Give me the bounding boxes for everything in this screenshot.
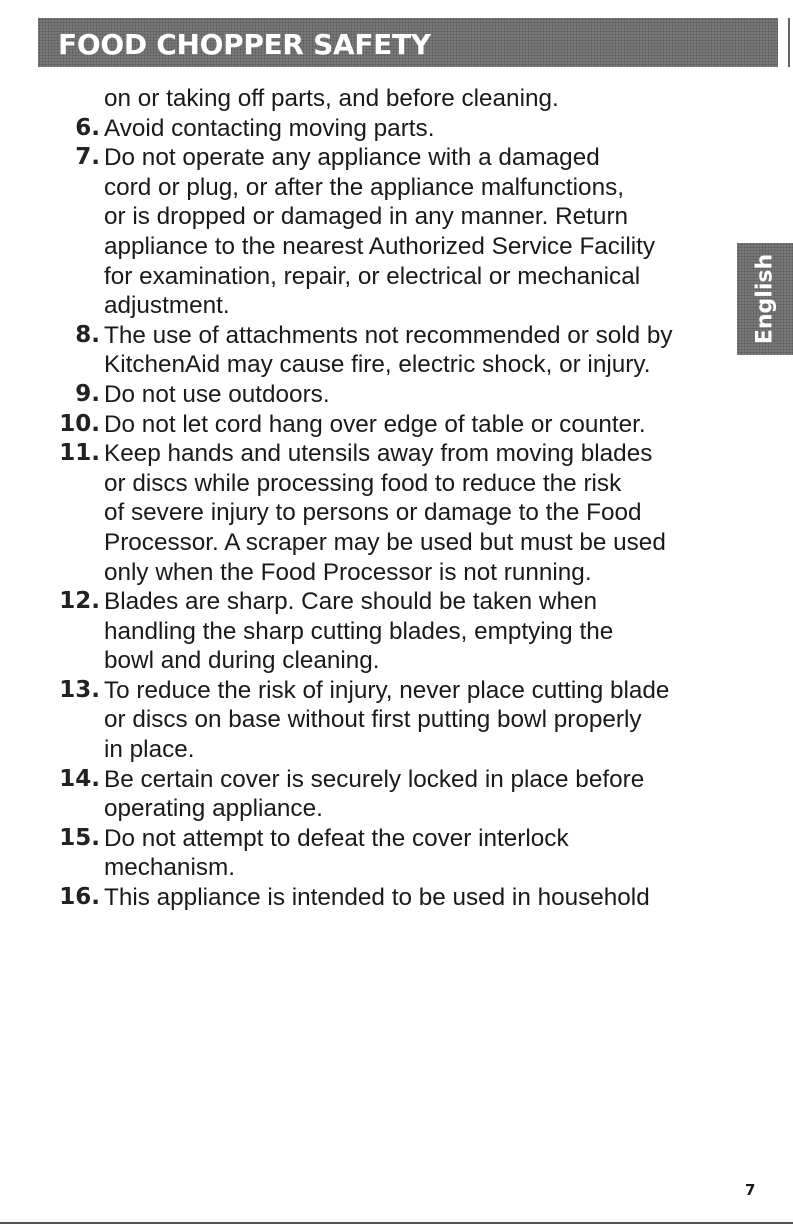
- list-item: [0, 410, 740, 440]
- item-number: 14.: [59, 765, 100, 792]
- list-item: [0, 765, 740, 824]
- item-text: Do not operate any appliance with a damaged cord or plug, or after the appliance malfunctions, or is dropped or damaged in any manner. Return appliance to the nearest Authorized Service Facility for examination, repair, or electrical or mechanical adjustment.: [104, 144, 656, 320]
- section-title: FOOD CHOPPER SAFETY: [58, 28, 431, 61]
- language-tab-label: English: [752, 253, 778, 345]
- item-text: Keep hands and utensils away from moving blades or discs while processing food to reduce the risk of severe injury to persons or damage to the Food Processor. A scraper may be used but must be used only when the Food Processor is not running.: [104, 440, 666, 586]
- item-text: Do not attempt to defeat the cover interlock mechanism.: [104, 824, 569, 882]
- page-number: 7: [745, 1181, 756, 1199]
- item-text: Do not use outdoors.: [104, 380, 330, 408]
- item-text: Be certain cover is securely locked in place before operating appliance.: [104, 765, 645, 823]
- item-text: Avoid contacting moving parts.: [104, 114, 435, 142]
- item-number: 8.: [75, 321, 100, 348]
- item-number: 10.: [59, 410, 100, 437]
- list-item: [0, 824, 740, 883]
- item-text: To reduce the risk of injury, never place cutting blade or discs on base without first putting bowl properly in place.: [104, 676, 670, 764]
- list-item: [0, 143, 740, 321]
- list-item: [0, 676, 740, 765]
- list-item: [0, 883, 740, 913]
- item-number: 9.: [75, 380, 100, 407]
- item-number: 15.: [59, 824, 100, 851]
- item-number: 6.: [75, 114, 100, 141]
- item-text: This appliance is intended to be used in household: [104, 884, 650, 912]
- item-number: 13.: [59, 676, 100, 703]
- list-item: [0, 321, 740, 380]
- item-text: on or taking off parts, and before cleaning.: [104, 85, 559, 112]
- item-text: Do not let cord hang over edge of table or counter.: [104, 410, 646, 438]
- item-text: Blades are sharp. Care should be taken when handling the sharp cutting blades, emptying the bowl and during cleaning.: [104, 588, 614, 675]
- item-number: 7.: [75, 144, 100, 171]
- list-item: [0, 439, 740, 587]
- item-number: 12.: [59, 588, 100, 615]
- item-number: 11.: [59, 440, 100, 467]
- list-item: [0, 84, 740, 114]
- item-number: 16.: [59, 884, 100, 911]
- bottom-edge-rule: [0, 1222, 793, 1224]
- header-edge-rule: [788, 18, 790, 67]
- language-tab: [737, 243, 793, 355]
- safety-list: [0, 84, 740, 913]
- list-item: [0, 380, 740, 410]
- item-text: The use of attachments not recommended or sold by KitchenAid may cause fire, electric shock, or injury.: [104, 321, 673, 379]
- list-item: [0, 114, 740, 144]
- list-item: [0, 587, 740, 676]
